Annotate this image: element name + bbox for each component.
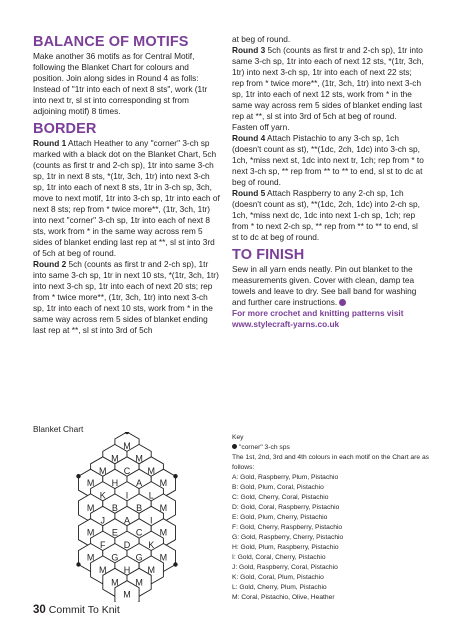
key-title: Key	[232, 434, 244, 441]
chart-motif-label: M	[123, 441, 131, 451]
key-item: F: Gold, Cherry, Raspberry, Pistachio	[232, 524, 343, 531]
key-item: B: Gold, Plum, Coral, Pistachio	[232, 484, 324, 491]
blanket-chart	[52, 432, 212, 602]
corner-dot-icon	[76, 562, 80, 566]
chart-motif-label: K	[99, 490, 106, 501]
chart-motif-label: C	[135, 527, 143, 538]
chart-motif-label: M	[99, 465, 107, 476]
page-number: 30	[33, 604, 46, 616]
border-heading: BORDER	[33, 121, 97, 137]
corner-dot-icon	[173, 474, 177, 478]
chart-motif-label: D	[123, 540, 131, 551]
border-round-5: Round 5 Attach Raspberry to any 2-ch sp, 1ch (doesn't count as st), **(1dc, 2ch, 1dc) into 2-ch sp, 1ch, *miss next dc, 1dc into next 1-ch sp, 1ch; rep from * to next 2-ch sp, ** rep from ** to ** to end, sl st to dc at beg of round.	[232, 188, 420, 242]
corner-dot-icon	[173, 562, 177, 566]
chart-motif-label: F	[100, 540, 106, 551]
chart-motif-label: M	[86, 502, 95, 513]
chart-motif-label: A	[136, 478, 143, 489]
key-item: L: Gold, Cherry, Plum, Pistachio	[232, 584, 327, 591]
chart-key	[232, 433, 432, 603]
right-column	[232, 34, 424, 330]
chart-motif-label: G	[111, 552, 119, 563]
key-item: E: Gold, Plum, Cherry, Pistachio	[232, 514, 328, 521]
end-dot-icon	[339, 299, 346, 306]
left-column	[33, 34, 221, 336]
corner-dot-icon	[76, 474, 80, 478]
key-item: G: Gold, Raspberry, Cherry, Pistachio	[232, 534, 344, 541]
chart-motif-label: M	[99, 564, 107, 575]
key-item: A: Gold, Raspberry, Plum, Pistachio	[232, 474, 339, 481]
border-round-2-cont: at beg of round.	[232, 34, 291, 44]
chart-motif-label: H	[111, 478, 119, 489]
chart-motif-label: J	[100, 515, 106, 526]
chart-motif-label: M	[123, 589, 131, 600]
chart-motif-label: M	[135, 453, 143, 464]
key-item: J: Gold, Raspberry, Coral, Pistachio	[232, 564, 338, 571]
border-round-3: Round 3 5ch (counts as first tr and 2-ch sp), 1tr into same 3-ch sp, 1tr into each of next 12 sts, *(1tr, 3ch, 1tr) into next 3-ch sp, 1tr into each of next 22 sts; rep from * twice more**, (1tr, 3ch, 1tr) into next 3-ch sp, 1tr into each of next 12 sts, work from * in the same way across rem 5 sides of blanket ending last rep at **, sl st into 3rd of 5ch at beg of round. Fasten off yarn.	[232, 45, 424, 132]
chart-motif-label: M	[86, 478, 95, 489]
key-corner: "corner" 3-ch sps	[232, 443, 432, 453]
balance-instead: Instead of "1tr into each of next 8 sts", work (1tr into next tr, sl st into corresponding st from adjoining motif) 8 times.	[33, 84, 208, 116]
chart-motif-label: M	[159, 552, 168, 563]
key-items	[232, 473, 432, 603]
key-item: D: Gold, Coral, Raspberry, Pistachio	[232, 504, 340, 511]
border-round-1: Round 1 Attach Heather to any "corner" 3-ch sp marked with a black dot on the Blanket Chart, 5ch (counts as first tr and 2-ch sp), 1tr into same 3-ch sp, 1tr in next 8 sts, *(1tr, 3ch, 1tr) into next 3-ch sp, 1tr into each of next 8 sts, 1tr in 3-ch sp, 3ch, move to next motif, 1tr into 3-ch sp, 1tr into each of next 8 sts; rep from * twice more**, (1tr, 3ch, 1tr) into next "corner" 3-ch sp, 1tr into each of next 8 sts, work from * in the same way across rem 5 sides of blanket ending last rep at **, sl st into 3rd of 5ch at beg of round.	[33, 138, 220, 258]
border-round-4: Round 4 Attach Pistachio to any 3-ch sp, 1ch (doesn't count as st), **(1dc, 2ch, 1dc) into 3-ch sp, 1ch, *miss next st, 1dc into next tr, 1ch; rep from * to next 3-ch sp, ** rep from ** to ** to end, sl st to dc at beg of round.	[232, 133, 424, 187]
publication-title: Commit To Knit	[48, 604, 120, 616]
chart-motif-label: A	[123, 515, 131, 526]
border-round-2: Round 2 5ch (counts as first tr and 2-ch sp), 1tr into same 3-ch sp, 1tr in next 10 sts, *(1tr, 3ch, 1tr) into next 3-ch sp, 1tr into each of next 20 sts; rep from * twice more**, (1tr, 3ch, 1tr) into next 3-ch sp, 1tr into each of next 10 sts, work from * in the same way across rem 5 sides of blanket ending last rep at **, sl st into 3rd of 5ch	[33, 259, 219, 335]
key-item: H: Gold, Plum, Raspberry, Pistachio	[232, 544, 339, 551]
chart-motif-label: M	[86, 527, 95, 538]
corner-dot-icon	[232, 444, 237, 449]
chart-motif-label: M	[147, 564, 155, 575]
balance-body: Make another 36 motifs as for Central Motif, following the Blanket Chart for colours and position. Join along sides in Round 4 as folls:	[33, 51, 199, 83]
chart-motif-label: K	[148, 540, 155, 551]
chart-motif-label: M	[111, 453, 119, 464]
chart-motif-label: B	[136, 502, 143, 513]
page-footer	[33, 604, 120, 616]
chart-motif-label: I	[125, 490, 129, 501]
chart-motif-label: M	[86, 552, 95, 563]
key-intro: The 1st, 2nd, 3rd and 4th colours in each motif on the Chart are as follows:	[232, 454, 430, 471]
chart-motif-label: M	[147, 465, 155, 476]
chart-title: Blanket Chart	[33, 424, 84, 434]
chart-motif-label: G	[135, 552, 143, 563]
chart-motif-label: M	[111, 577, 119, 588]
chart-motif-label: M	[159, 478, 168, 489]
chart-motif-label: M	[135, 577, 143, 588]
more-patterns-link[interactable]: For more crochet and knitting patterns visit www.stylecraft-yarns.co.uk	[232, 308, 404, 329]
key-item: K: Gold, Coral, Plum, Pistachio	[232, 574, 324, 581]
chart-motif-label: I	[149, 515, 153, 526]
chart-motif-label: B	[111, 502, 118, 513]
chart-motif-label: L	[148, 490, 154, 501]
chart-motif-label: C	[123, 465, 131, 476]
key-item: M: Coral, Pistachio, Olive, Heather	[232, 594, 335, 601]
key-item: I: Gold, Coral, Cherry, Pistachio	[232, 554, 326, 561]
finish-body: Sew in all yarn ends neatly. Pin out blanket to the measurements given. Cover with clean, damp tea towels and leave to dry. See ball band for washing and further care instructions.	[232, 264, 417, 307]
chart-motif-label: H	[123, 564, 131, 575]
balance-heading: BALANCE OF MOTIFS	[33, 34, 189, 50]
chart-motif-label: E	[111, 527, 118, 538]
key-item: C: Gold, Cherry, Coral, Pistachio	[232, 494, 329, 501]
chart-motif-label: M	[159, 502, 168, 513]
chart-motif-label: M	[159, 527, 168, 538]
finish-heading: TO FINISH	[232, 247, 305, 263]
